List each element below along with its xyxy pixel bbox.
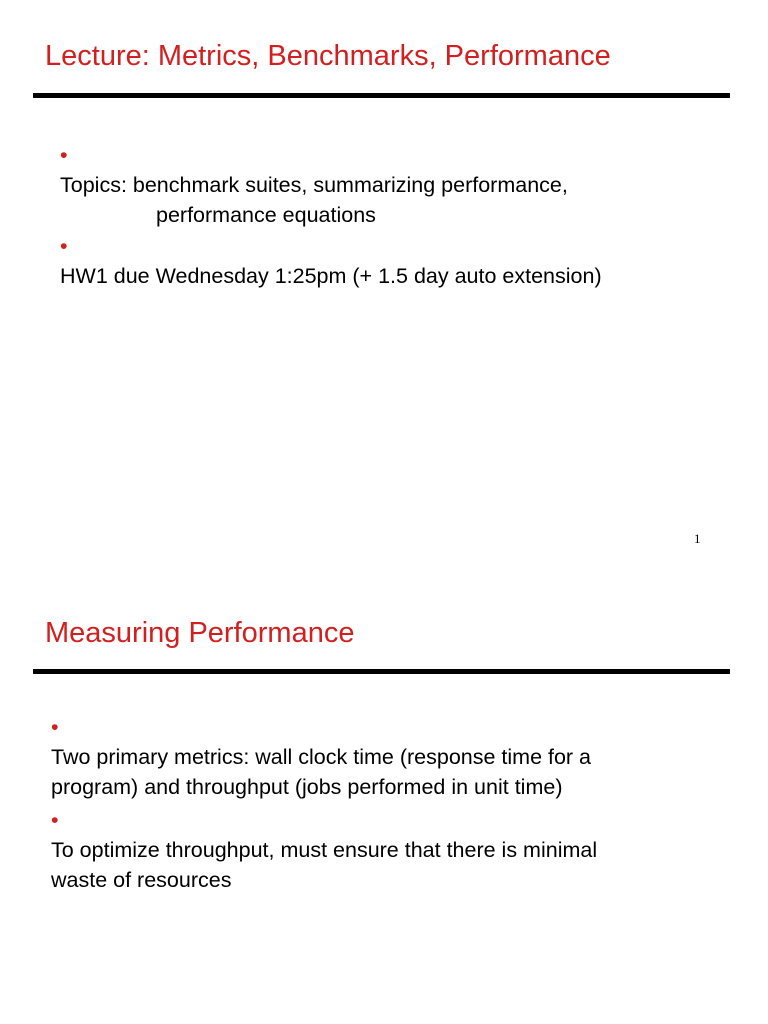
bullet-text bbox=[51, 835, 597, 895]
bullet-dot-icon: • bbox=[51, 808, 59, 832]
title-divider bbox=[33, 93, 730, 98]
bullet-item-homework bbox=[60, 231, 602, 291]
bullet-text bbox=[51, 742, 591, 802]
slide-title: Lecture: Metrics, Benchmarks, Performance bbox=[45, 40, 611, 72]
title-divider bbox=[33, 669, 730, 674]
bullet-dot-icon: • bbox=[60, 234, 68, 258]
bullet-text bbox=[60, 170, 568, 230]
page-number: 1 bbox=[694, 531, 701, 546]
bullet-item-throughput bbox=[51, 805, 597, 895]
bullet-line: HW1 due Wednesday 1:25pm (+ 1.5 day auto extension) bbox=[60, 264, 602, 288]
bullet-line: waste of resources bbox=[51, 868, 232, 892]
bullet-line: performance equations bbox=[156, 203, 376, 227]
slide-2 bbox=[0, 576, 768, 1024]
bullet-line: program) and throughput (jobs performed in unit time) bbox=[51, 775, 563, 799]
bullet-line: Two primary metrics: wall clock time (response time for a bbox=[51, 745, 592, 769]
bullet-line: Topics: benchmark suites, summarizing performance, bbox=[60, 173, 568, 197]
bullet-text bbox=[60, 261, 602, 291]
bullet-dot-icon: • bbox=[51, 715, 59, 739]
bullet-item-metrics bbox=[51, 712, 591, 802]
bullet-line: To optimize throughput, must ensure that there is minimal bbox=[51, 838, 598, 862]
bullet-dot-icon: • bbox=[60, 143, 68, 167]
slide-title: Measuring Performance bbox=[45, 617, 355, 649]
bullet-item-topics bbox=[60, 140, 568, 230]
